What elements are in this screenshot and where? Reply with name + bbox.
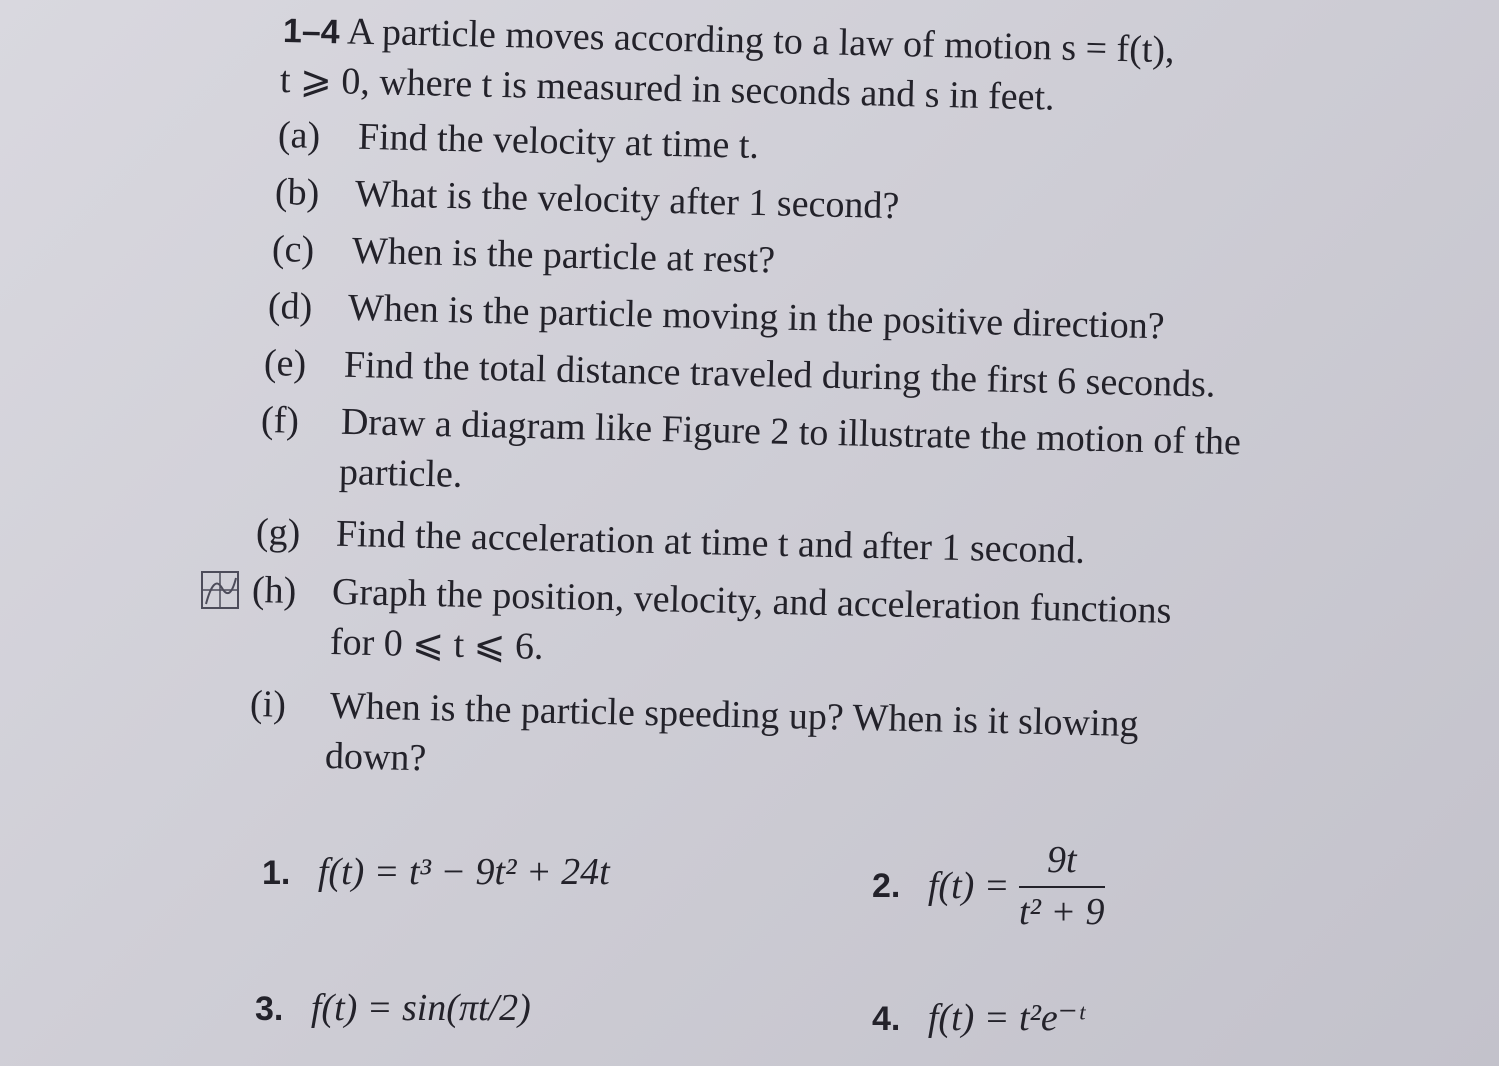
- fraction-numerator: 9t: [1019, 840, 1105, 888]
- part-c: [272, 229, 776, 282]
- intro-line-2: [280, 60, 1056, 119]
- part-a: [278, 115, 760, 168]
- problem-number: 3.: [255, 990, 284, 1028]
- problem-2: [872, 840, 1105, 934]
- part-g: [256, 512, 1086, 573]
- part-text: What is the velocity after 1 second?: [354, 172, 900, 228]
- problem-4: [872, 998, 1084, 1040]
- part-text: Find the acceleration at time t and after 1 second.: [335, 512, 1086, 572]
- problem-number: 4.: [872, 1000, 901, 1038]
- intro-text-1: A particle moves according to a law of motion s = f(t),: [346, 10, 1176, 72]
- part-label: (e): [263, 342, 307, 385]
- part-label: (i): [249, 683, 287, 726]
- part-text: When is the particle at rest?: [351, 229, 776, 282]
- problem-lhs: f(t) =: [927, 864, 1019, 907]
- part-d: [268, 286, 1165, 348]
- problem-lhs: f(t) =: [310, 987, 402, 1029]
- problem-number: 2.: [872, 867, 901, 906]
- fraction-denominator: t² + 9: [1018, 890, 1105, 933]
- problem-3: [255, 988, 531, 1030]
- part-label: (h): [251, 569, 297, 613]
- part-i-continued: [325, 736, 427, 780]
- part-text: Find the velocity at time t.: [357, 115, 760, 167]
- problem-lhs: f(t) =: [927, 997, 1019, 1039]
- part-text: Draw a diagram like Figure 2 to illustrate the motion of the: [340, 400, 1242, 464]
- problem-1: [262, 852, 610, 894]
- part-text: When is the particle moving in the positive direction?: [347, 286, 1166, 348]
- problem-rhs: sin(πt/2): [401, 987, 531, 1029]
- problem-range: 1–4: [282, 12, 341, 52]
- part-text: down?: [324, 735, 427, 780]
- part-label: (f): [260, 399, 300, 442]
- part-label: (b): [274, 171, 320, 215]
- part-text: When is the particle speeding up? When is it slowing: [329, 684, 1140, 746]
- part-b: [275, 172, 900, 228]
- intro-text-2: t ⩾ 0, where t is measured in seconds and s in feet.: [279, 59, 1056, 119]
- problem-rhs: t²e⁻ᵗ: [1018, 997, 1085, 1039]
- fraction: [1019, 840, 1105, 934]
- part-label: (g): [255, 511, 301, 555]
- part-text: for 0 ⩽ t ⩽ 6.: [329, 621, 544, 668]
- part-text: Find the total distance traveled during the first 6 seconds.: [343, 343, 1216, 406]
- part-label: (a): [277, 114, 321, 157]
- part-e: [264, 343, 1216, 406]
- part-label: (c): [271, 228, 315, 271]
- part-text: Graph the position, velocity, and acceleration functions: [331, 570, 1172, 632]
- part-text: particle.: [338, 451, 463, 496]
- part-label: (d): [267, 285, 313, 329]
- part-h-continued: [330, 622, 544, 669]
- graphing-calculator-icon: [200, 570, 240, 610]
- problem-number: 1.: [262, 854, 291, 892]
- part-f-continued: [339, 452, 463, 497]
- problem-lhs: f(t) =: [317, 851, 409, 893]
- problem-rhs: t³ − 9t² + 24t: [408, 851, 610, 893]
